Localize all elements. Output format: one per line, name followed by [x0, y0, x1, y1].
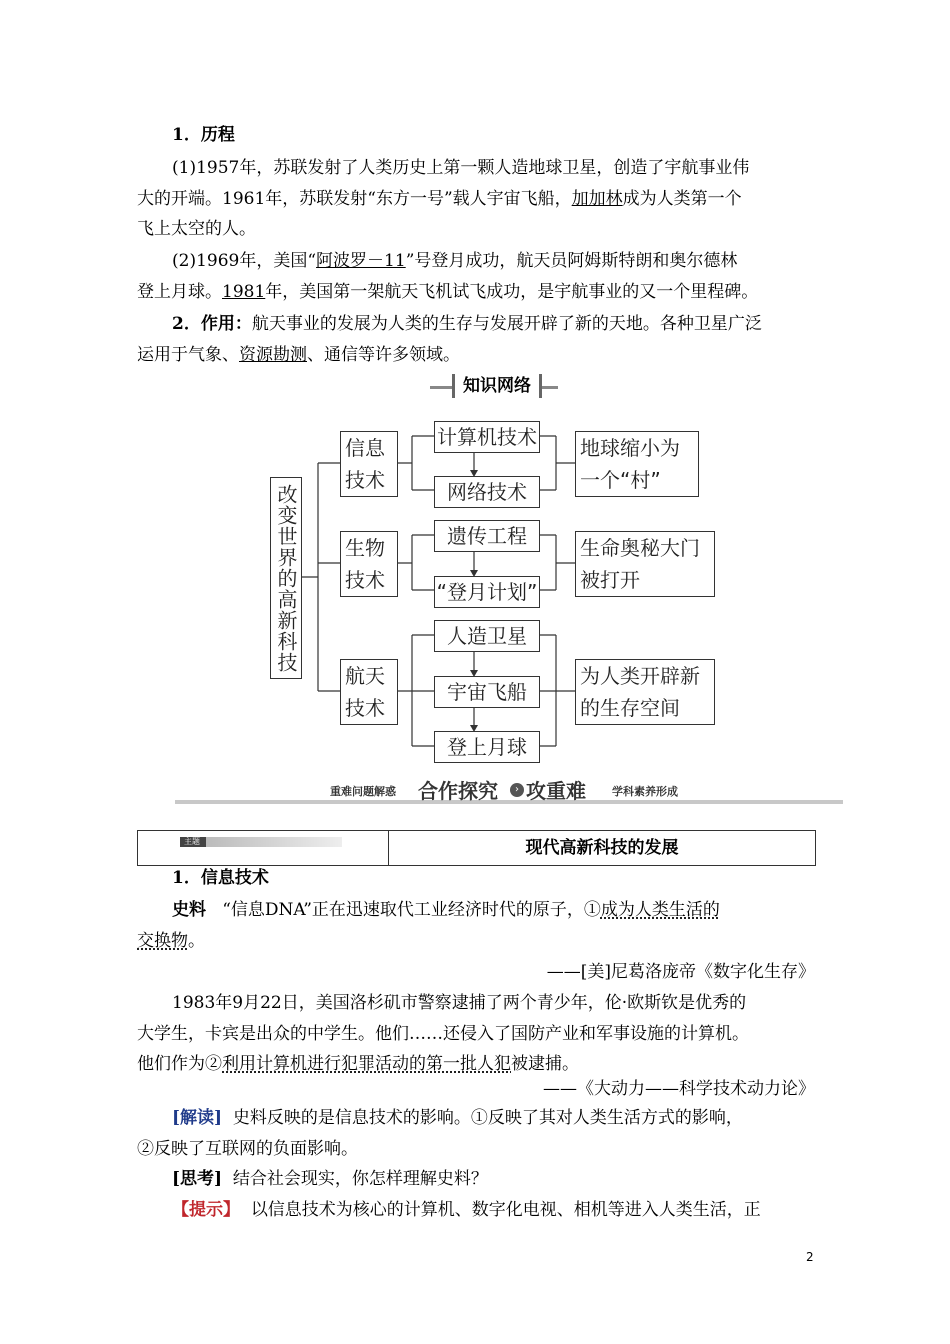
- hint: 【提示】 以信息技术为核心的计算机、数字化电视、相机等进入人类生活，正: [172, 1200, 761, 1220]
- banner-main: 合作探究: [418, 779, 498, 803]
- network-title: 知识网络: [452, 374, 542, 398]
- topic-title: 现代高新科技的发展: [525, 838, 679, 858]
- banner-left: 重难问题解惑: [330, 785, 396, 798]
- interpretation-cont: ②反映了互联网的负面影响。: [137, 1139, 358, 1159]
- history-role: 2．作用：航天事业的发展为人类的生存与发展开辟了新的天地。各种卫星广泛: [172, 314, 762, 334]
- banner-right: 学科素养形成: [612, 785, 678, 798]
- topic-table: [137, 830, 816, 866]
- step-computer-tech: 计算机技术: [434, 421, 540, 453]
- page-number: 2: [806, 1250, 814, 1264]
- info-tech-heading: 1．信息技术: [172, 868, 269, 888]
- history-p2: (2)1969年，美国“阿波罗－11”号登月成功，航天员阿姆斯特朗和奥尔德林: [172, 251, 738, 271]
- citation-2: ——《大动力——科学技术动力论》: [543, 1079, 815, 1099]
- think-question: [思考] 结合社会现实，你怎样理解史料？: [172, 1169, 488, 1189]
- network-root: 改变世界的高新科技: [270, 477, 302, 679]
- history-heading: 1．历程: [172, 125, 235, 145]
- source-1-cont: 交换物。: [137, 931, 205, 951]
- banner-main2: 攻重难: [526, 779, 586, 803]
- step-satellite: 人造卫星: [434, 620, 540, 652]
- branch-space-tech: 航天 技术: [340, 659, 398, 725]
- branch-info-tech: 信息 技术: [340, 431, 398, 497]
- result-space-tech: 为人类开辟新 的生存空间: [575, 659, 715, 725]
- step-spaceship: 宇宙飞船: [434, 676, 540, 708]
- interpretation: [解读] 史料反映的是信息技术的影响。①反映了其对人类生活方式的影响，: [172, 1108, 743, 1128]
- step-moon-landing: 登上月球: [434, 731, 540, 763]
- history-p1-cont: 大的开端。1961年，苏联发射“东方一号”载人宇宙飞船，加加林成为人类第一个: [137, 189, 742, 209]
- section-banner-rule: [175, 800, 843, 804]
- history-p1: (1)1957年，苏联发射了人类历史上第一颗人造地球卫星，创造了宇航事业伟: [172, 158, 750, 178]
- step-genetic-engineering: 遗传工程: [434, 520, 540, 552]
- step-network-tech: 网络技术: [434, 476, 540, 508]
- result-info-tech: 地球缩小为 一个“村”: [575, 431, 699, 497]
- branch-bio-tech: 生物 技术: [340, 531, 398, 597]
- source-2: 1983年9月22日，美国洛杉矶市警察逮捕了两个青少年，伦·欧斯钦是优秀的: [172, 993, 747, 1013]
- history-role-cont: 运用于气象、资源勘测、通信等许多领域。: [137, 345, 460, 365]
- result-bio-tech: 生命奥秘大门 被打开: [575, 531, 715, 597]
- history-p1-end: 飞上太空的人。: [137, 219, 256, 239]
- history-p2-cont: 登上月球。1981年，美国第一架航天飞机试飞成功，是宇航事业的又一个里程碑。: [137, 282, 759, 302]
- topic-tag-bar: 主题: [180, 837, 342, 847]
- source-2-end: 他们作为②利用计算机进行犯罪活动的第一批人犯被逮捕。: [137, 1054, 579, 1074]
- citation-1: ——[美]尼葛洛庞帝《数字化生存》: [546, 962, 815, 982]
- source-1: 史料 “信息DNA”正在迅速取代工业经济时代的原子，①成为人类生活的: [172, 900, 720, 920]
- source-2-cont: 大学生，卡宾是出众的中学生。他们……还侵入了国防产业和军事设施的计算机。: [137, 1024, 749, 1044]
- banner-arrow-icon: ›: [510, 783, 524, 797]
- step-moon-plan: “登月计划”: [434, 576, 540, 608]
